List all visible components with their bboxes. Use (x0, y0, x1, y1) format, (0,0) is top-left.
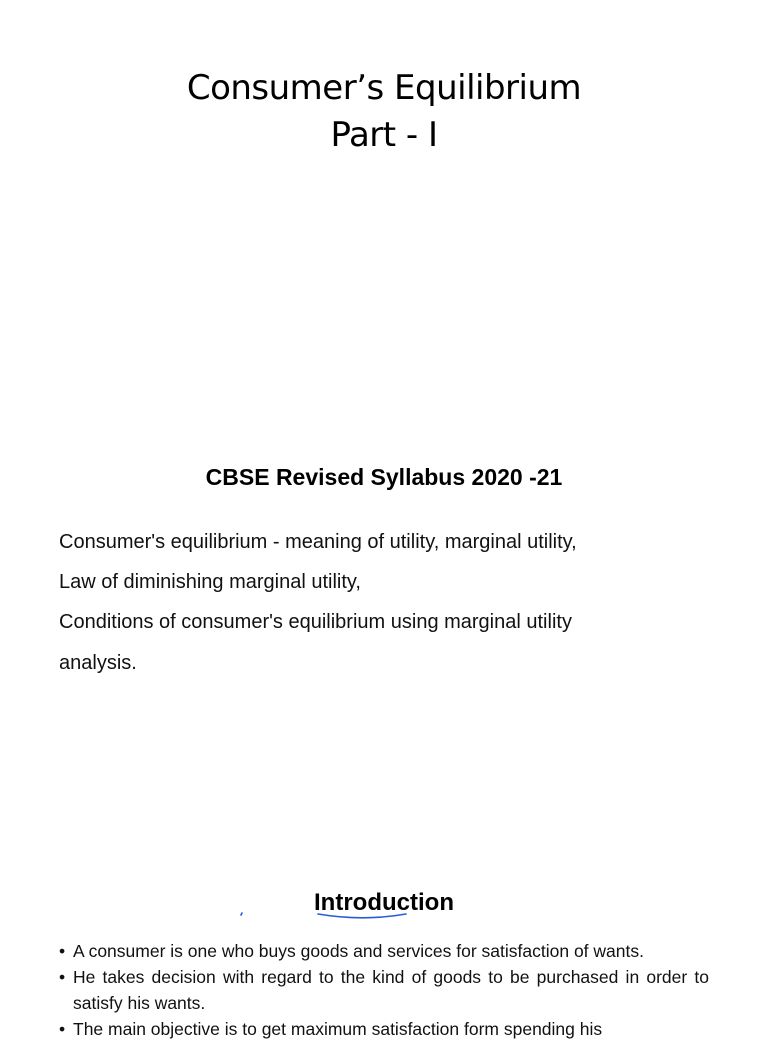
syllabus-line: Conditions of consumer's equilibrium using marginal utility (59, 611, 572, 633)
syllabus-slide (0, 440, 768, 720)
syllabus-line: analysis. (59, 652, 137, 674)
list-item (59, 938, 709, 964)
bullet-text: The main objective is to get maximum satisfaction form spending his (73, 1019, 603, 1039)
syllabus-line: Law of diminishing marginal utility, (59, 571, 361, 593)
bullet-icon: • (59, 941, 66, 961)
syllabus-heading: CBSE Revised Syllabus 2020 -21 (205, 464, 563, 490)
bullet-text: A consumer is one who buys goods and services for satisfaction of wants. (73, 941, 644, 961)
introduction-slide (0, 880, 768, 1039)
list-item (59, 1016, 709, 1042)
introduction-bullet-list (59, 938, 709, 1042)
handwritten-underline-mark (238, 910, 458, 922)
title-slide (0, 0, 768, 380)
bullet-text: He takes decision with regard to the kind of goods to be purchased in order to satisfy his wants. (73, 967, 709, 1013)
slide-subtitle: Part - I (330, 115, 438, 155)
introduction-heading: Introduction (314, 889, 454, 916)
list-item (59, 964, 709, 1016)
slide-title: Consumer’s Equilibrium (186, 68, 582, 108)
bullet-icon: • (59, 1019, 66, 1039)
syllabus-line: Consumer's equilibrium - meaning of utility, marginal utility, (59, 531, 577, 553)
bullet-icon: • (59, 967, 66, 987)
